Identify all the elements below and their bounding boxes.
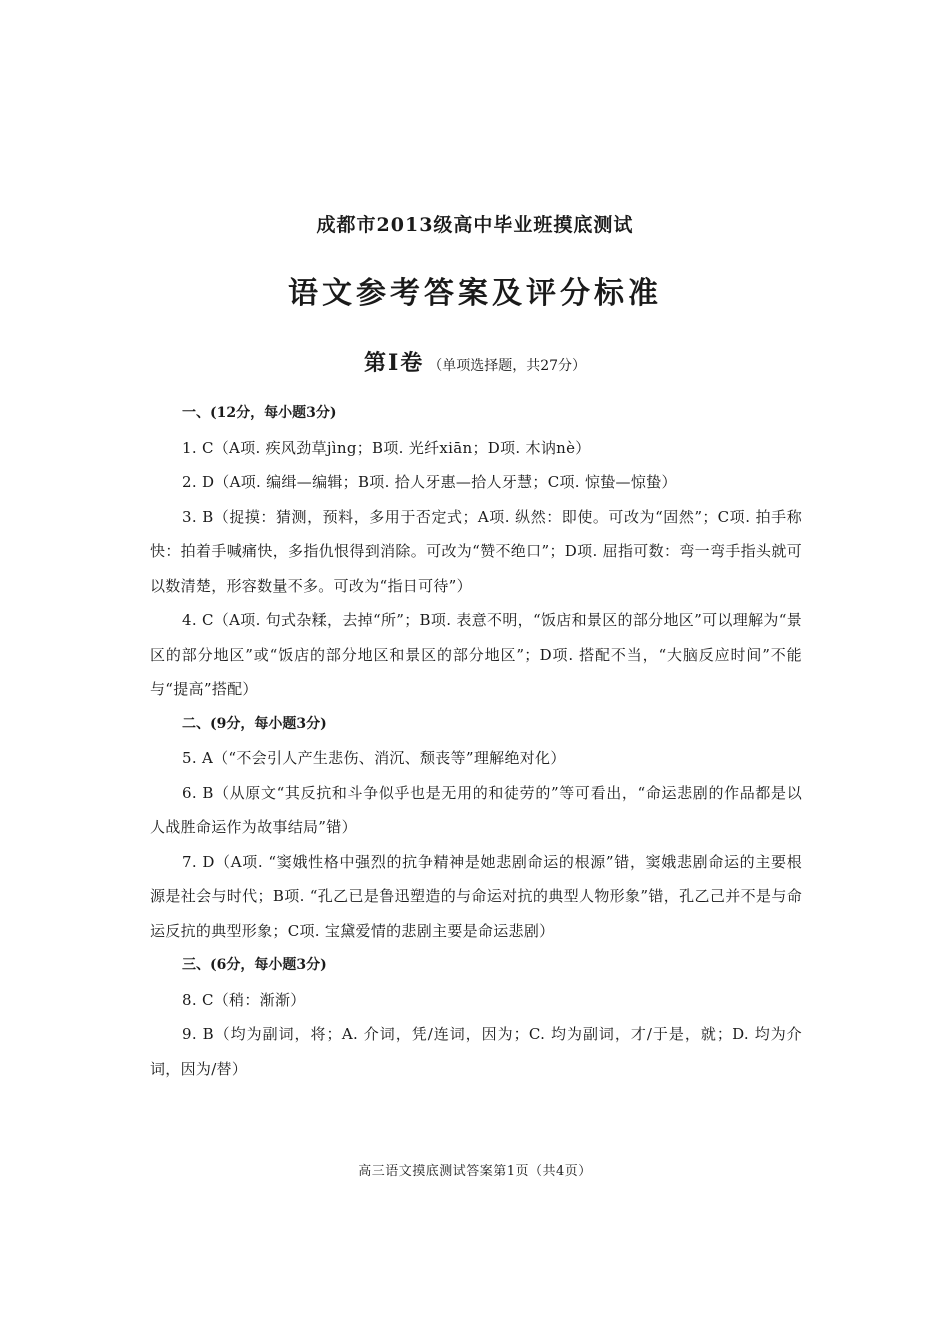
volume-note: （单项选择题，共27分） (428, 358, 587, 374)
volume-heading (0, 346, 950, 377)
volume-title: 第Ⅰ卷 (363, 350, 425, 376)
answer-content (150, 396, 802, 1086)
section-heading: 一、(12分，每小题3分) (182, 405, 337, 421)
answer-item: 8. C（稍：渐渐） (182, 990, 306, 1009)
exam-subtitle: 成都市2013级高中毕业班摸底测试 (316, 214, 634, 236)
answer-item: 1. C（A项. 疾风劲草jìng；B项. 光纤xiān；D项. 木讷nè） (182, 438, 591, 457)
answer-item: 6. B（从原文“其反抗和斗争似乎也是无用的和徒劳的”等可看出，“命运悲剧的作品都是以人战胜命运作为故事结局”错） (150, 783, 802, 836)
answer-item: 9. B（均为副词，将；A. 介词，凭/连词，因为；C. 均为副词，才/于是，就；D. 均为介词，因为/替） (150, 1025, 802, 1078)
answer-item: 7. D（A项. “窦娥性格中强烈的抗争精神是她悲剧命运的根源”错，窦娥悲剧命运的主要根源是社会与时代；B项. “孔乙已是鲁迅塑造的与命运对抗的典型人物形象”错，孔乙己并不是与命运反抗的典型形象；C项. 宝黛爱情的悲剧主要是命运悲剧） (150, 852, 802, 940)
answer-item: 2. D（A项. 编缉—编辑；B项. 拾人牙惠—拾人牙慧；C项. 惊蛰—惊蛰） (182, 473, 677, 491)
section-heading: 二、(9分，每小题3分) (182, 715, 327, 732)
page-footer: 高三语文摸底测试答案第1页（共4页） (358, 1164, 592, 1179)
document-title: 语文参考答案及评分标准 (288, 276, 662, 311)
answer-item: 5. A（“不会引人产生悲伤、消沉、颓丧等”理解绝对化） (182, 749, 566, 767)
section-heading: 三、(6分，每小题3分) (182, 957, 327, 973)
answer-item: 3. B（捉摸：猜测，预料，多用于否定式；A项. 纵然：即使。可改为“固然”；C项. 拍手称快：拍着手喊痛快，多指仇恨得到消除。可改为“赞不绝口”；D项. 屈指可数：弯一弯手指头就可以数清楚，形容数量不多。可改为“指日可待”） (150, 507, 802, 595)
answer-item: 4. C（A项. 句式杂糅，去掉“所”；B项. 表意不明，“饭店和景区的部分地区”可以理解为“景区的部分地区”或“饭店的部分地区和景区的部分地区”；D项. 搭配不当，“大脑反应时间”不能与“提高”搭配） (150, 611, 802, 698)
